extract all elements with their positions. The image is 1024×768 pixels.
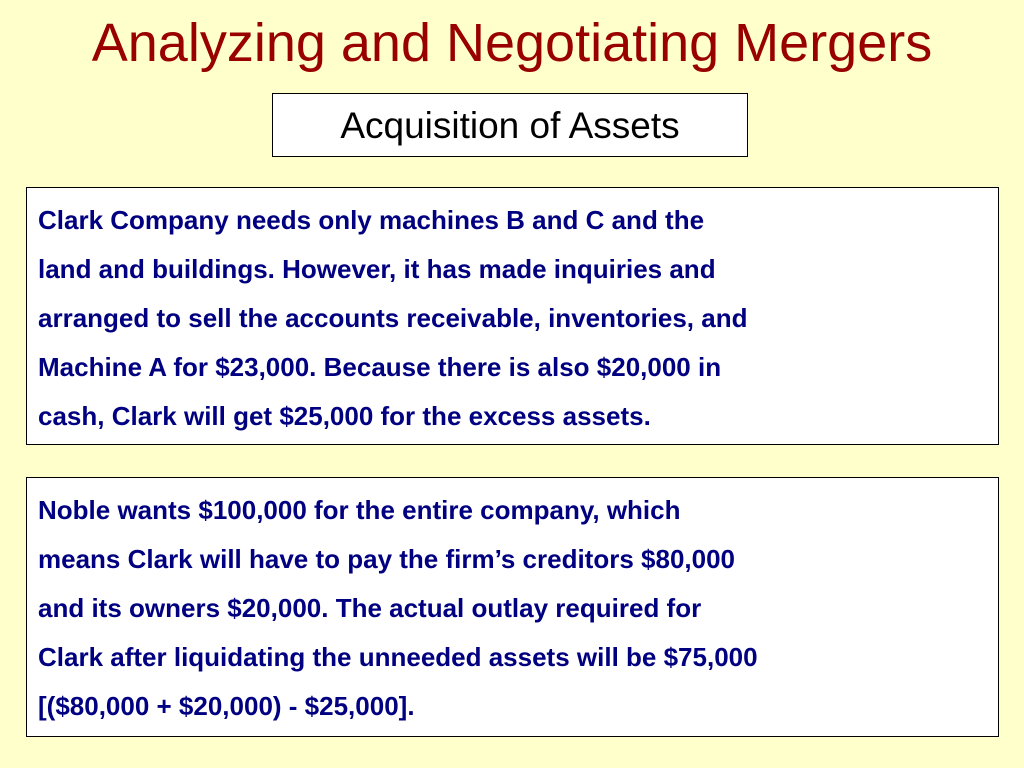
- subtitle-box: Acquisition of Assets: [272, 93, 748, 157]
- slide-title: Analyzing and Negotiating Mergers: [91, 13, 933, 73]
- paragraph-box-assets: Clark Company needs only machines B and C and the land and buildings. However, it has made inquiries and arranged to sell the accounts receivable, inventories, and Machine A for $23,000. Because there is also $20,000 in cash, Clark will get $25,000 for the excess assets.: [26, 187, 999, 445]
- paragraph-box-outlay: Noble wants $100,000 for the entire company, which means Clark will have to pay the firm’s creditors $80,000 and its owners $20,000. The actual outlay required for Clark after liquidating the unneeded assets will be $75,000 [($80,000 + $20,000) - $25,000].: [26, 477, 999, 737]
